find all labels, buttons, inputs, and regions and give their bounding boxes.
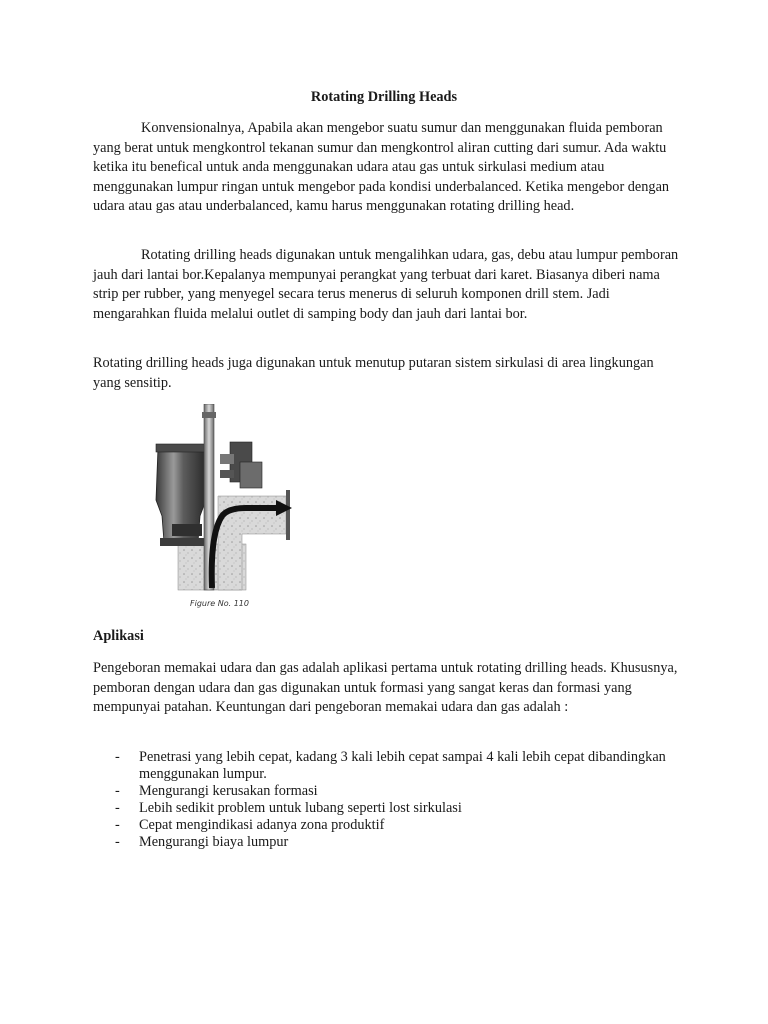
list-item: [93, 834, 683, 851]
drilling-head-figure: [150, 404, 310, 614]
list-item: [93, 749, 683, 783]
paragraph-2: [93, 246, 683, 324]
list-bullet: -: [115, 749, 120, 765]
paragraph-3: Rotating drilling heads juga digunakan untuk menutup putaran sistem sirkulasi di area lingkungan yang sensitip.: [93, 355, 654, 391]
list-item-text: Lebih sedikit problem untuk lubang seperti lost sirkulasi: [139, 800, 462, 816]
advantages-list: [93, 749, 683, 851]
figure-caption: Figure No. 110: [190, 599, 249, 608]
document-title: Rotating Drilling Heads: [310, 89, 458, 105]
paragraph-1: [93, 119, 683, 217]
list-bullet: -: [115, 817, 120, 833]
list-item-text: Mengurangi biaya lumpur: [139, 834, 289, 850]
list-item: [93, 800, 683, 817]
list-item-text: Mengurangi kerusakan formasi: [139, 783, 318, 799]
list-item: [93, 783, 683, 800]
list-bullet: -: [115, 783, 120, 799]
list-bullet: -: [115, 834, 120, 850]
list-item: [93, 817, 683, 834]
paragraph-2-text: Rotating drilling heads digunakan untuk mengalihkan udara, gas, debu atau lumpur pemboran jauh dari lantai bor.Kepalanya mempunyai perangkat yang terbuat dari karet. Biasanya diberi nama strip per rubber, yang menyegel secara terus menerus di seluruh komponen drill stem. Jadi mengarahkan fluida melalui outlet di samping body dan jauh dari lantai bor.: [93, 247, 679, 322]
list-item-text: Penetrasi yang lebih cepat, kadang 3 kali lebih cepat sampai 4 kali lebih cepat dibandingkan menggunakan lumpur.: [139, 749, 666, 782]
paragraph-1-text: Konvensionalnya, Apabila akan mengebor suatu sumur dan menggunakan fluida pemboran yang berat untuk mengkontrol tekanan sumur dan mengkontrol aliran cutting dari sumur. Ada waktu ketika itu benefical untuk anda menggunakan udara atau gas untuk sirkulasi medium atau menggunakan lumpur ringan untuk mengebor pada kondisi underbalanced. Ketika mengebor dengan udara atau gas atau underbalanced, kamu harus menggunakan rotating drilling head.: [93, 120, 670, 214]
section-paragraph: Pengeboran memakai udara dan gas adalah aplikasi pertama untuk rotating drilling heads. Khususnya, pemboran dengan udara dan gas digunakan untuk formasi yang sangat keras dan formasi yang mempunyai patahan. Keuntungan dari pengeboran memakai udara dan gas adalah :: [93, 660, 678, 715]
list-item-text: Cepat mengindikasi adanya zona produktif: [139, 817, 385, 833]
list-bullet: -: [115, 800, 120, 816]
drilling-head-illustration: [150, 404, 310, 614]
section-heading: Aplikasi: [93, 628, 144, 644]
